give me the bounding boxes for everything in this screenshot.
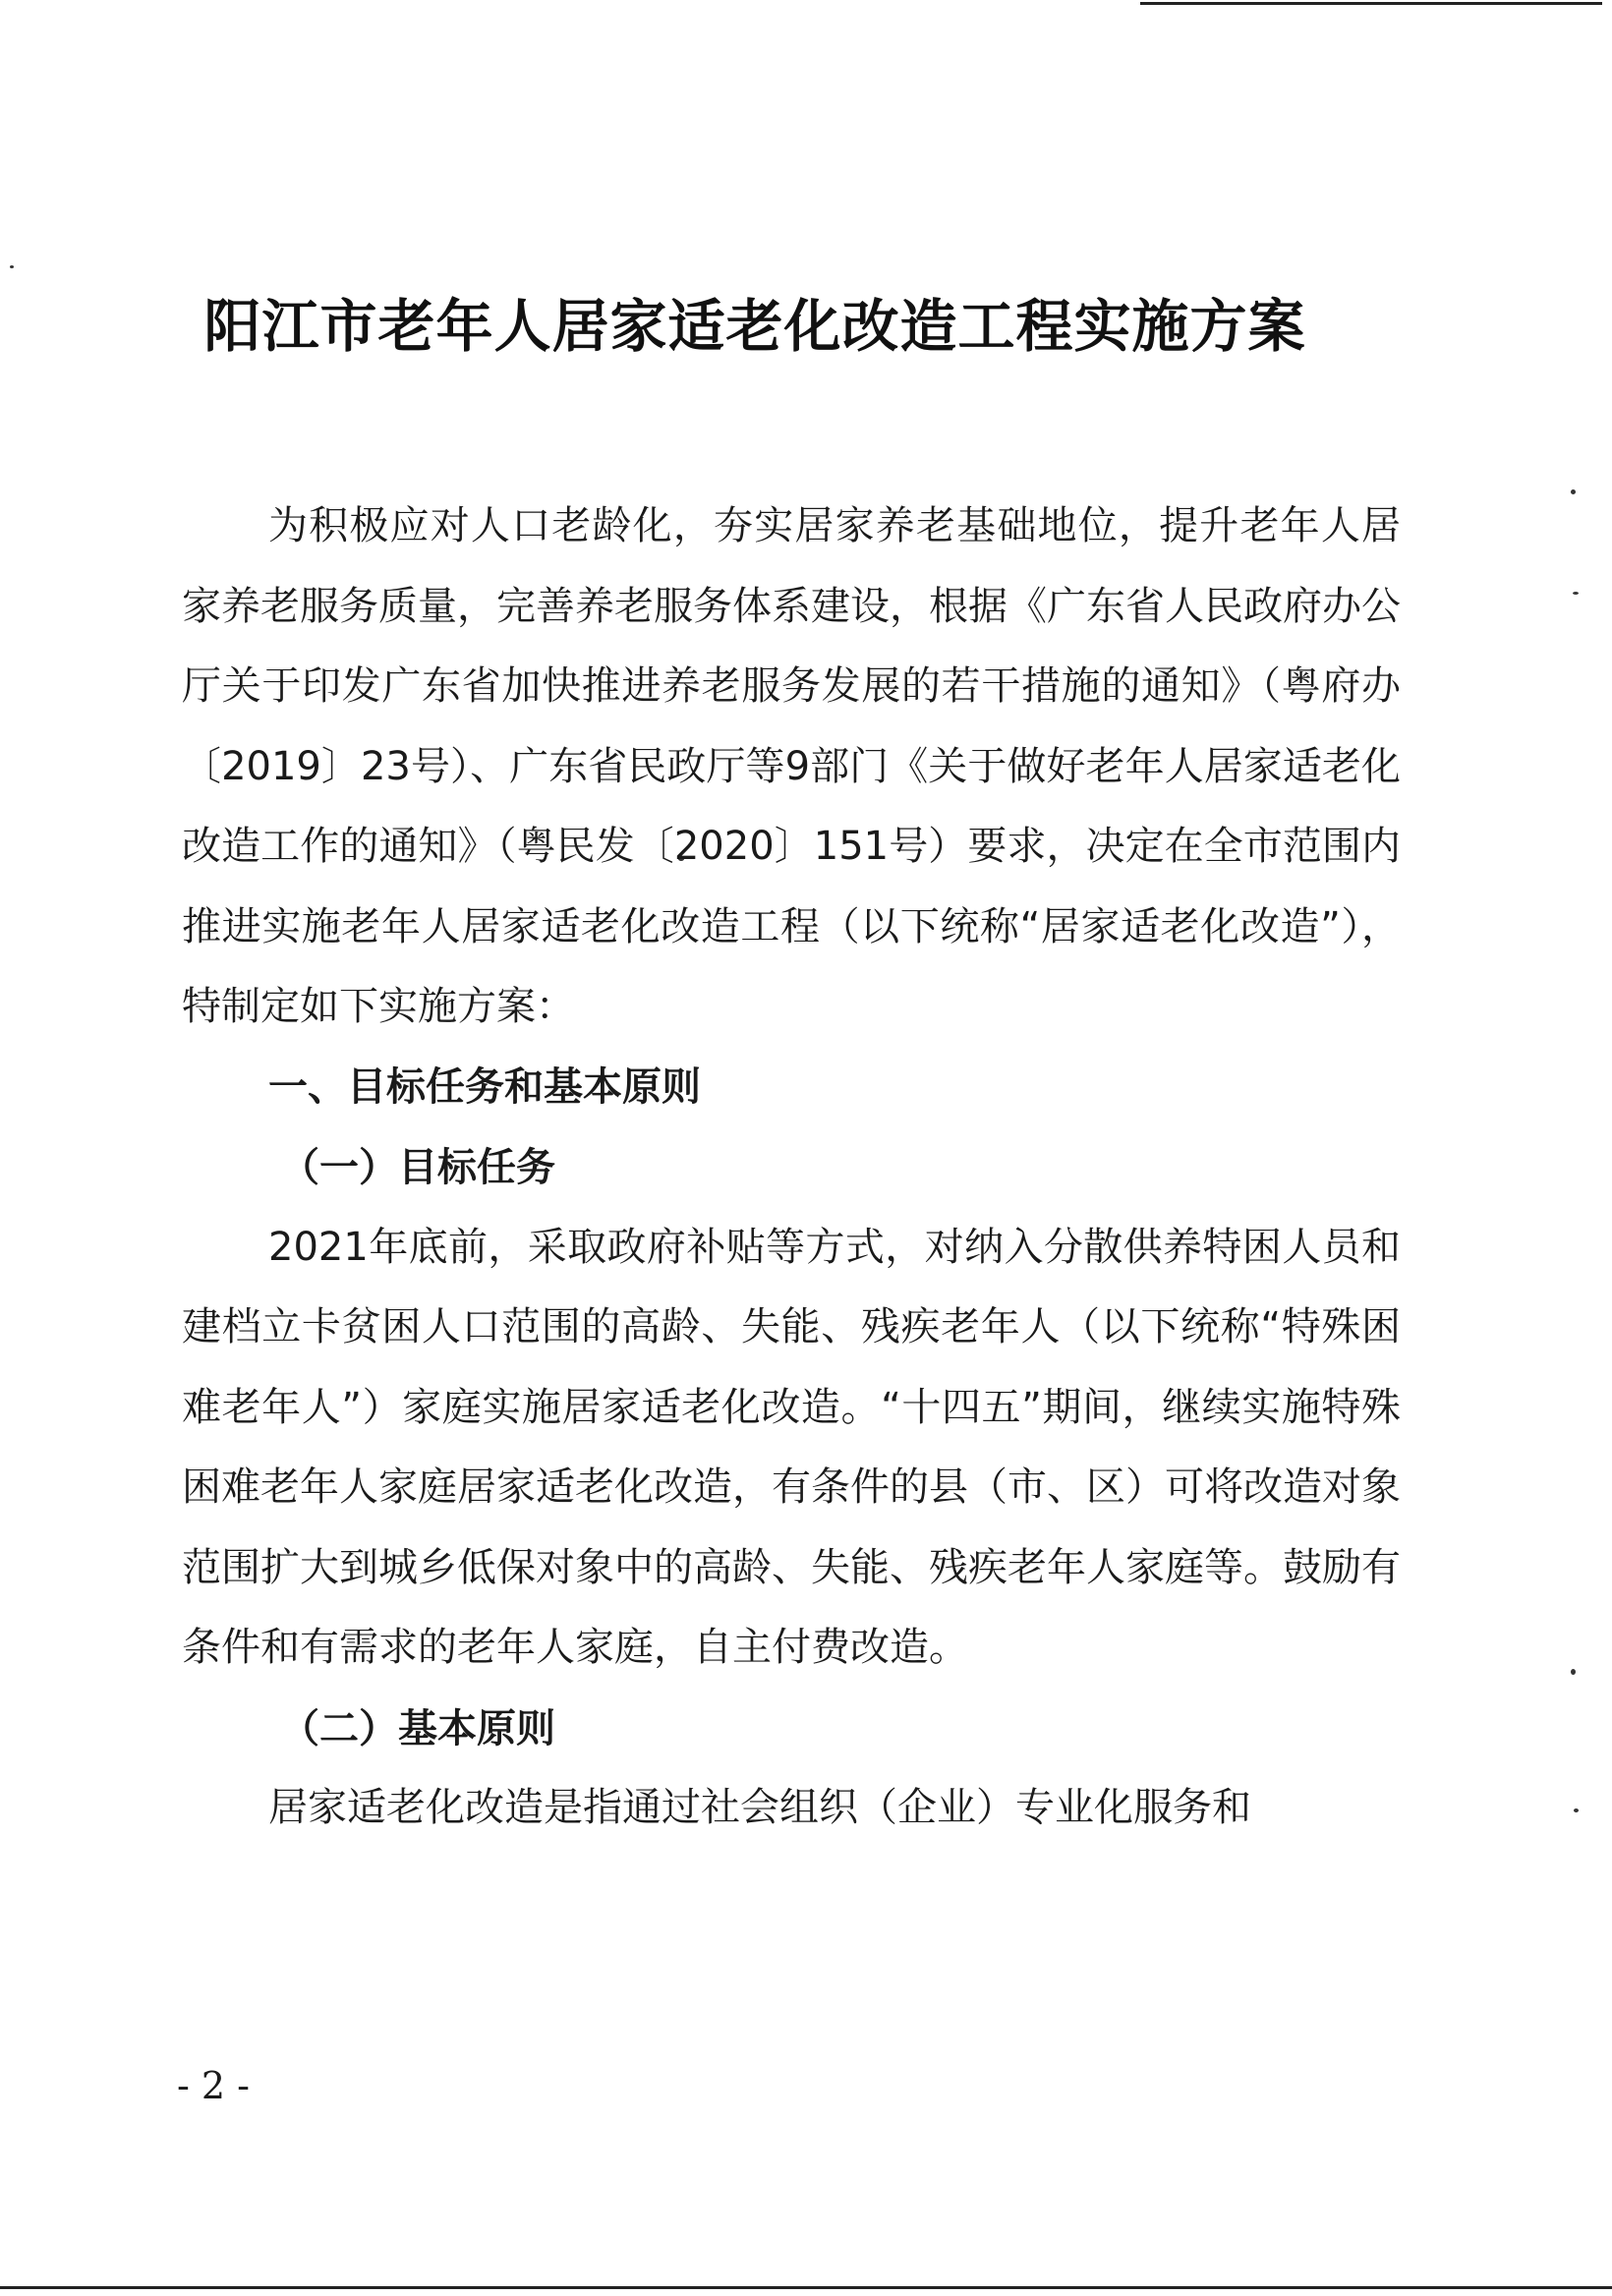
document-title: 阳江市老年人居家适老化改造工程实施方案 (203, 293, 1306, 360)
scan-speck (1571, 1669, 1576, 1675)
scan-speck (10, 265, 14, 268)
page-number: - 2 - (177, 2064, 251, 2107)
scan-edge-top (1140, 2, 1602, 5)
section-heading: 一、目标任务和基本原则 (268, 1063, 701, 1110)
document-body (182, 487, 1401, 1849)
subsection-heading: （二）基本原则 (280, 1704, 555, 1751)
scan-speck (1573, 592, 1579, 595)
scan-edge-bottom (0, 2286, 1612, 2289)
scan-speck (1571, 489, 1576, 494)
intro-paragraph: 为积极应对人口老龄化，夯实居家养老基础地位，提升老年人居家养老服务质量，完善养老服务体系建设，根据《广东省人民政府办公厅关于印发广东省加快推进养老服务发展的若干措施的通知》（粤府办〔2019〕23号）、广东省民政厅等9部门《关于做好老年人居家适老化改造工作的通知》（粤民发〔2020〕151号）要求，决定在全市范围内推进实施老年人居家适老化改造工程（以下统称“居家适老化改造”），特制定如下实施方案： (182, 503, 1401, 1029)
subsection-heading: （一）目标任务 (280, 1144, 555, 1190)
principles-paragraph: 居家适老化改造是指通过社会组织（企业）专业化服务和 (268, 1785, 1251, 1830)
objectives-paragraph: 2021年底前，采取政府补贴等方式，对纳入分散供养特困人员和建档立卡贫困人口范围的高龄、失能、残疾老年人（以下统称“特殊困难老年人”）家庭实施居家适老化改造。“十四五”期间，继续实施特殊困难老年人家庭居家适老化改造，有条件的县（市、区）可将改造对象范围扩大到城乡低保对象中的高龄、失能、残疾老年人家庭等。鼓励有条件和有需求的老年人家庭，自主付费改造。 (182, 1224, 1401, 1670)
scan-speck (1574, 1808, 1579, 1812)
